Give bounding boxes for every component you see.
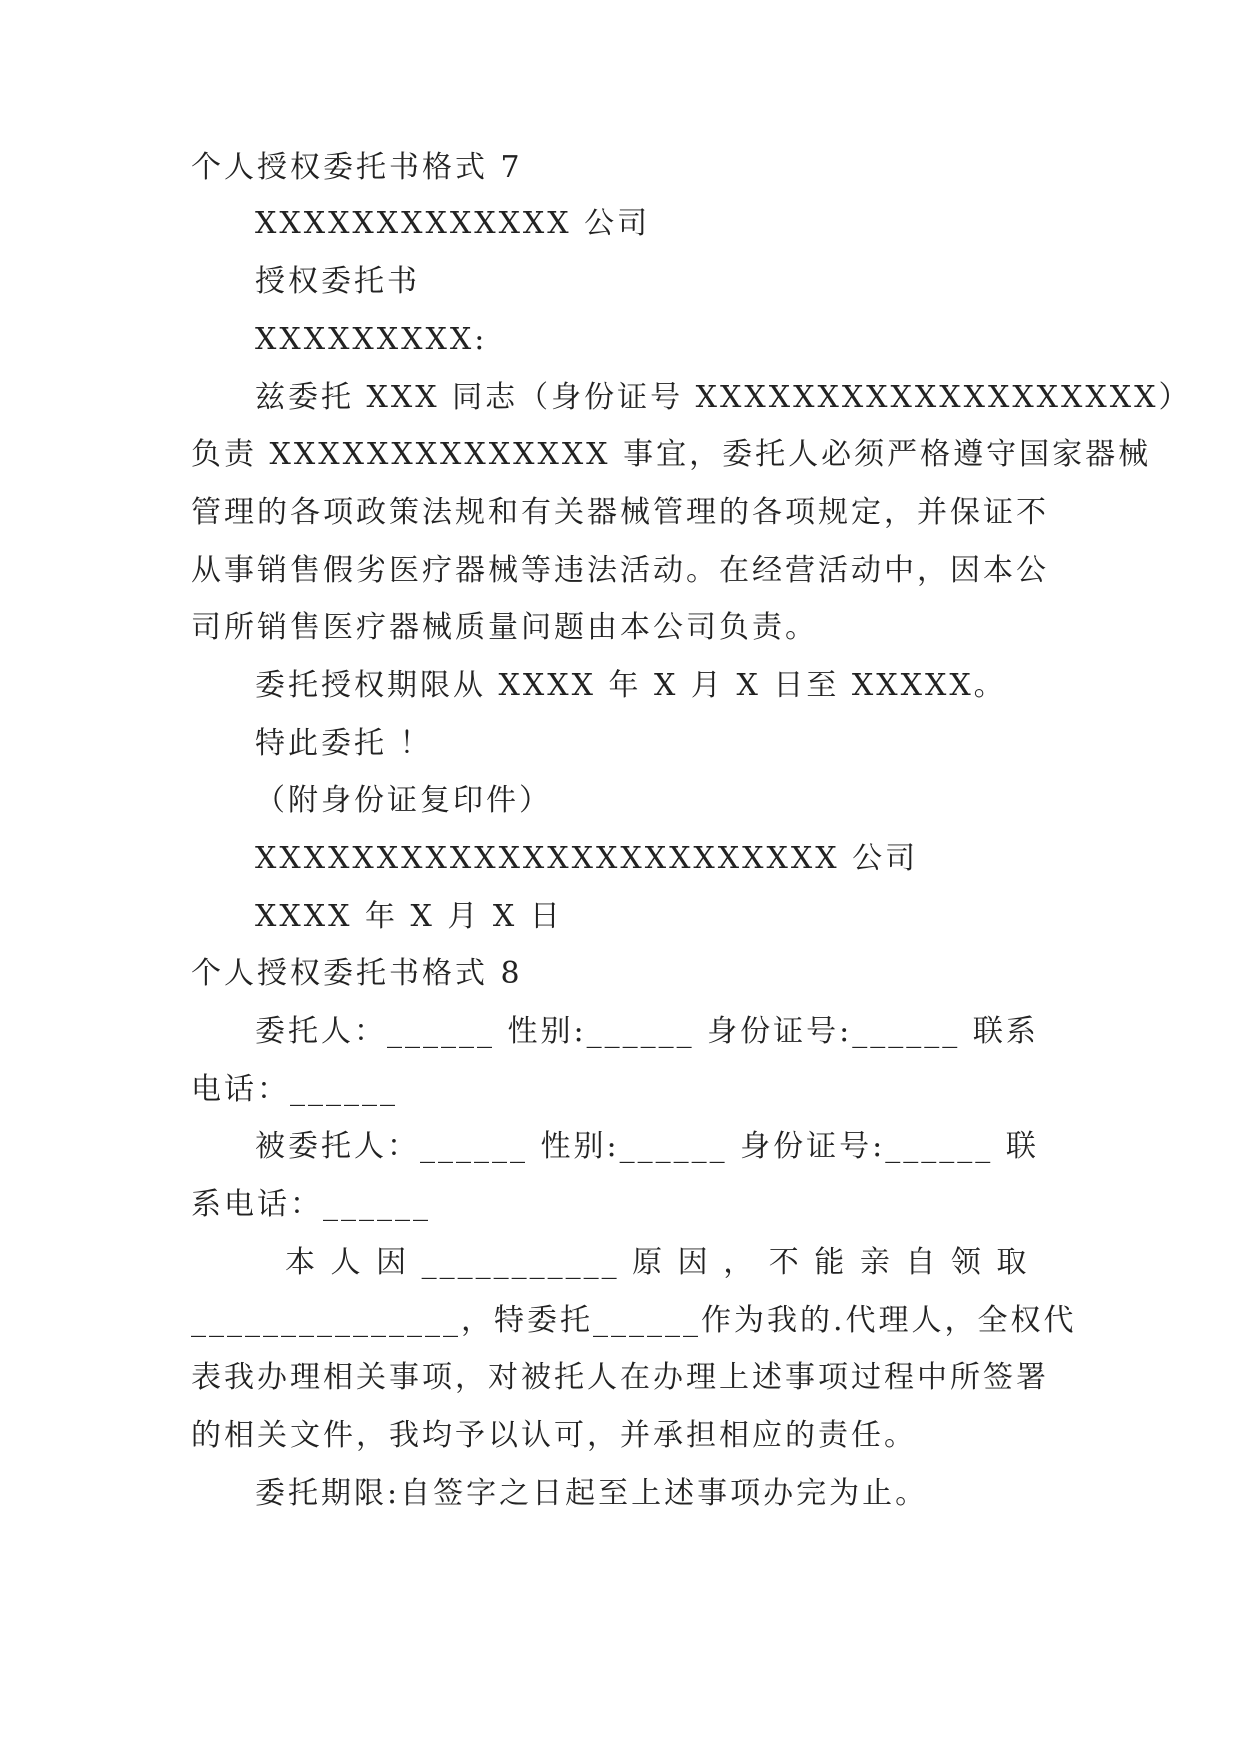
document-title: 授权委托书 [255, 264, 420, 299]
closing-remark: 特此委托 ！ [255, 726, 433, 761]
addressee: XXXXXXXXX: [255, 322, 488, 357]
signer-company: XXXXXXXXXXXXXXXXXXXXXXXX 公司 [255, 841, 919, 876]
body-line: 表我办理相关事项，对被托人在办理上述事项过程中所签署 [191, 1360, 1049, 1395]
signature-date: XXXX 年 X 月 X 日 [255, 899, 563, 934]
body-line: 负责 XXXXXXXXXXXXXX 事宜，委托人必须严格遵守国家器械 [191, 437, 1152, 472]
entrustment-period: 委托期限:自签字之日起至上述事项办完为止。 [255, 1476, 929, 1511]
principal-info-line: 委托人：______ 性别:______ 身份证号:______ 联系 [255, 1014, 1039, 1049]
principal-phone-line: 电话：______ [191, 1072, 398, 1107]
agent-phone-line: 系电话：______ [191, 1187, 431, 1222]
company-name: XXXXXXXXXXXXX 公司 [255, 206, 651, 241]
body-line: 兹委托 XXX 同志（身份证号 XXXXXXXXXXXXXXXXXXX） [255, 380, 1192, 415]
agent-info-line: 被委托人：______ 性别:______ 身份证号:______ 联 [255, 1129, 1039, 1164]
section-8-heading: 个人授权委托书格式 8 [191, 956, 523, 991]
body-line: 的相关文件，我均予以认可，并承担相应的责任。 [191, 1418, 917, 1453]
body-line: _______________，特委托______作为我的.代理人，全权代 [191, 1303, 1077, 1338]
body-line: 管理的各项政策法规和有关器械管理的各项规定，并保证不 [191, 495, 1049, 530]
section-7-heading: 个人授权委托书格式 7 [191, 150, 523, 185]
body-line: 司所销售医疗器械质量问题由本公司负责。 [191, 610, 818, 645]
body-line: 本 人 因 ___________ 原 因 ， 不 能 亲 自 领 取 [285, 1245, 1030, 1280]
authorization-period: 委托授权期限从 XXXX 年 X 月 X 日至 XXXXX。 [255, 668, 1007, 703]
attachment-note: （附身份证复印件） [255, 783, 552, 818]
body-line: 从事销售假劣医疗器械等违法活动。在经营活动中，因本公 [191, 553, 1049, 588]
